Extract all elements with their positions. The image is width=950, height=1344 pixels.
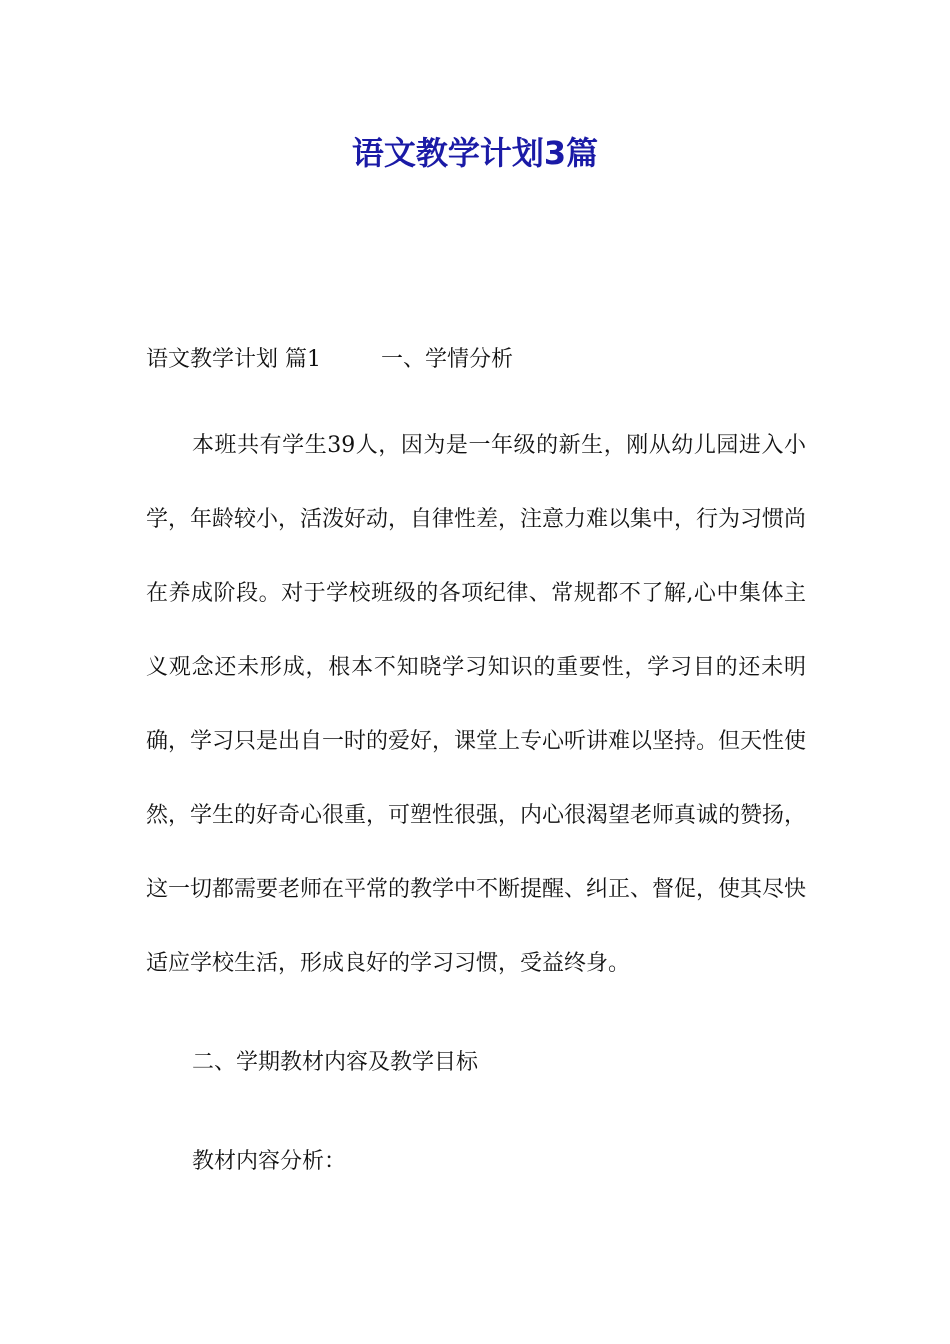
paragraph-student-analysis: 本班共有学生39人，因为是一年级的新生，刚从幼儿园进入小学，年龄较小，活泼好动，自律性差，注意力难以集中，行为习惯尚在养成阶段。对于学校班级的各项纪律、常规都不了解,心中集体主义观念还未形成，根本不知晓学习知识的重要性，学习目的还未明确，学习只是出自一时的爱好，课堂上专心听讲难以坚持。但天性使然，学生的好奇心很重，可塑性很强，内心很渴望老师真诚的赞扬，这一切都需要老师在平常的教学中不断提醒、纠正、督促，使其尽快适应学校生活，形成良好的学习习惯，受益终身。 bbox=[146, 433, 807, 976]
document-title: 语文教学计划3篇 bbox=[351, 134, 599, 172]
section-heading-line bbox=[146, 336, 806, 384]
section-heading: 语文教学计划 篇1 bbox=[146, 347, 321, 372]
document-body bbox=[146, 336, 806, 1199]
heading-teaching-content: 二、学期教材内容及教学目标 bbox=[192, 1050, 479, 1075]
heading-material-analysis: 教材内容分析： bbox=[192, 1149, 347, 1174]
section-subheading: 一、学情分析 bbox=[381, 347, 514, 372]
